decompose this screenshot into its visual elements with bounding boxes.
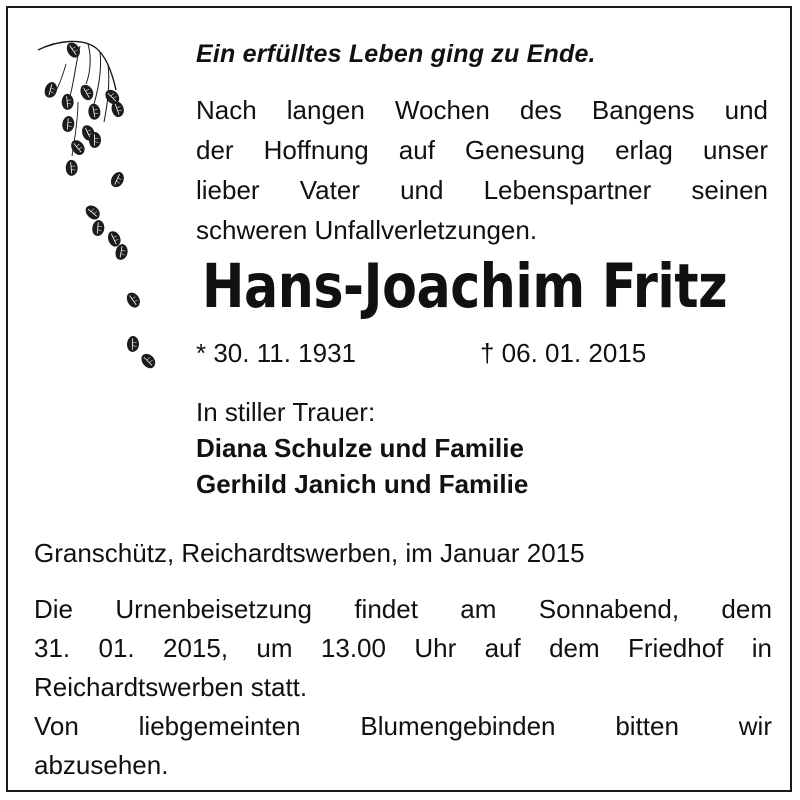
announcement-line: schweren Unfallverletzungen. <box>196 215 538 245</box>
death-date: † 06. 01. 2015 <box>480 338 647 368</box>
mourners-label: In stiller Trauer: <box>196 397 376 427</box>
burial-line: abzusehen. <box>34 750 169 780</box>
burial-line: 31. 01. 2015, um 13.00 Uhr auf dem Friedhof in <box>34 633 772 663</box>
mourner-name: Gerhild Janich und Familie <box>196 469 529 499</box>
mourners-block <box>196 394 528 502</box>
mourner-name: Diana Schulze und Familie <box>196 433 524 463</box>
announcement-line: Nach langen Wochen des Bangens und <box>196 95 768 125</box>
announcement-line: lieber Vater und Lebenspartner seinen <box>196 175 768 205</box>
burial-line: Von liebgemeinten Blumengebinden bitten wir <box>34 711 772 741</box>
obituary-card <box>6 6 792 792</box>
intro-line: Ein erfülltes Leben ging zu Ende. <box>196 40 596 68</box>
burial-line: Reichardtswerben statt. <box>34 672 308 702</box>
birth-date: * 30. 11. 1931 <box>196 338 356 368</box>
place-date-line: Granschütz, Reichardtswerben, im Januar 2015 <box>34 538 585 568</box>
burial-notice <box>34 590 772 785</box>
deceased-name: Hans-Joachim Fritz <box>202 251 728 322</box>
announcement-paragraph <box>196 90 768 250</box>
announcement-line: der Hoffnung auf Genesung erlag unser <box>196 135 768 165</box>
birch-branch-icon <box>28 32 168 382</box>
burial-line: Die Urnenbeisetzung findet am Sonnabend, dem <box>34 594 772 624</box>
